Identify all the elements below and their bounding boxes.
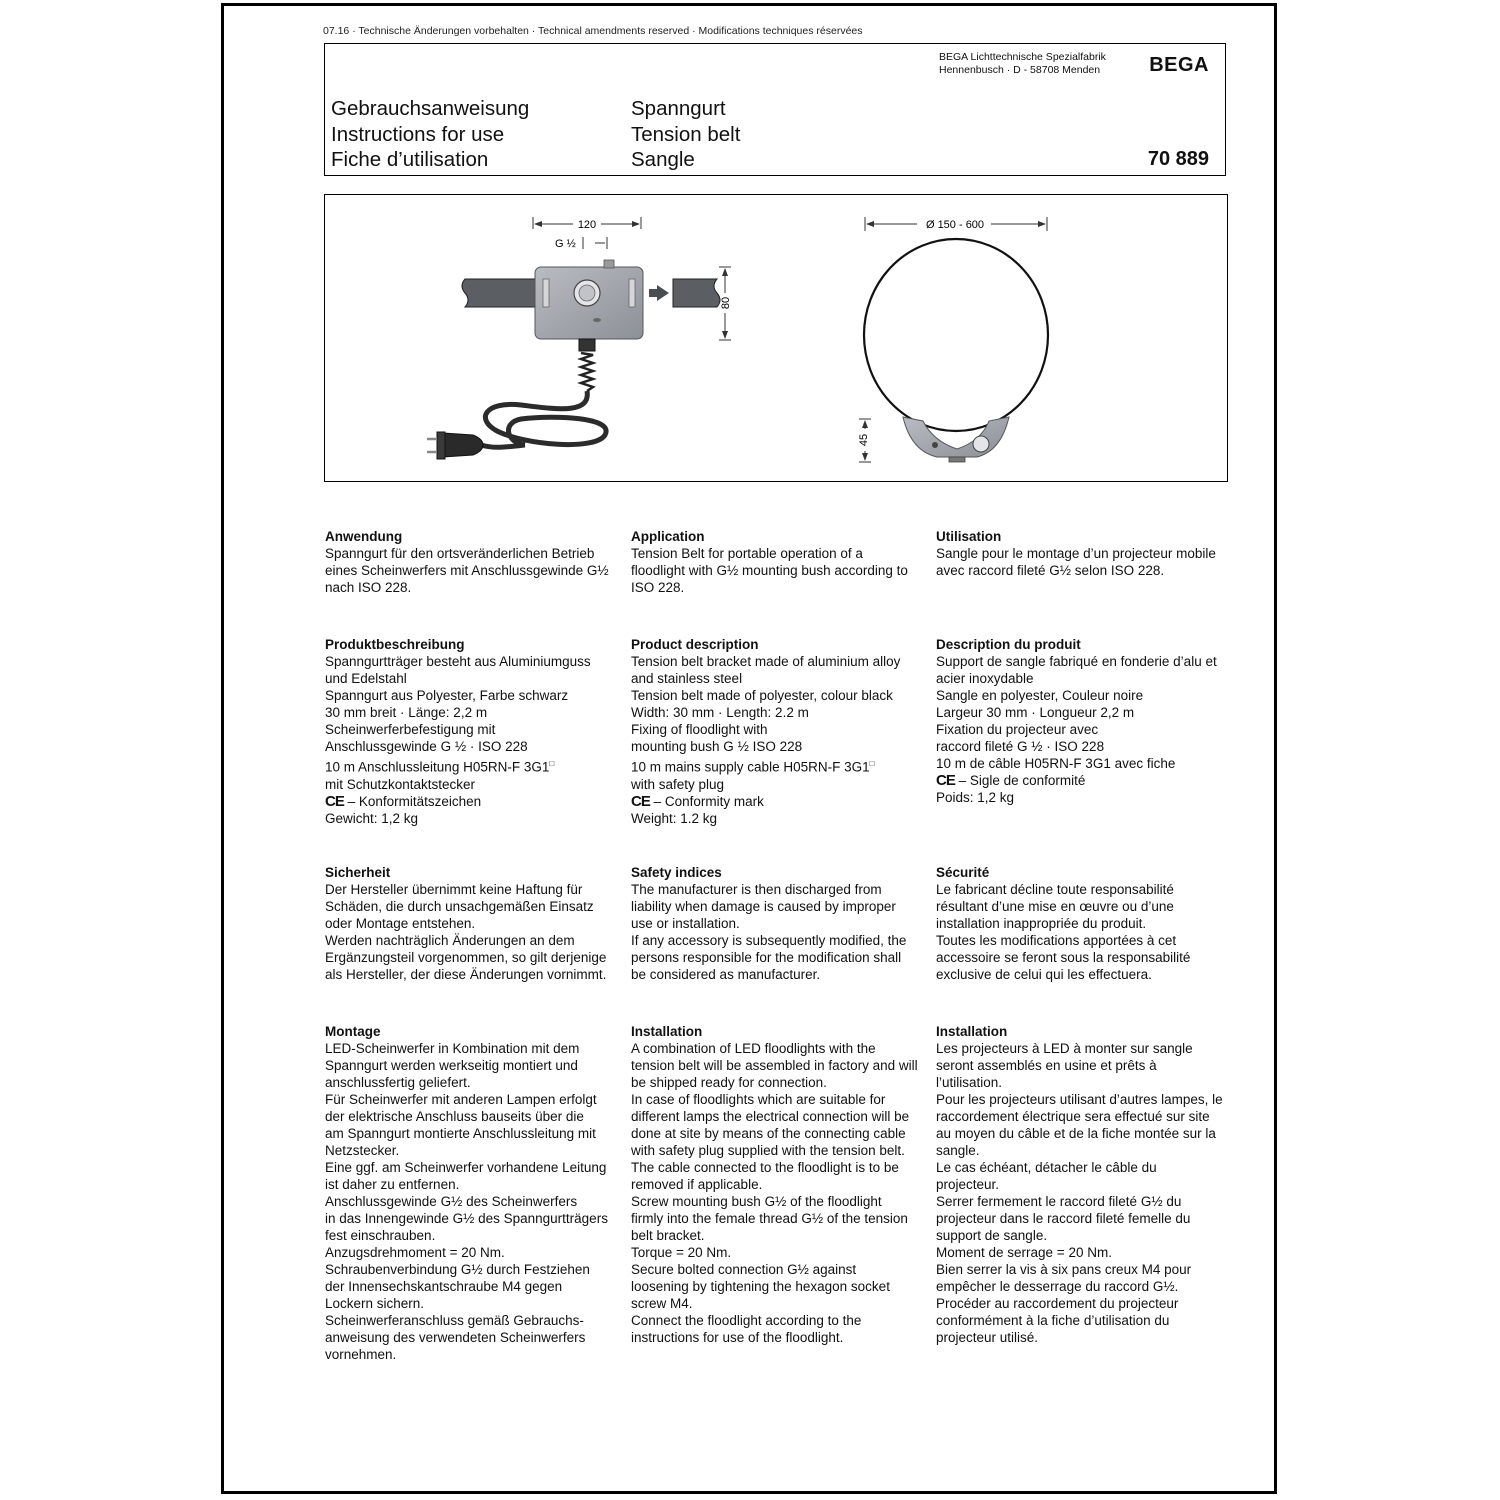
text-line-cable: 10 m Anschlussleitung H05RN-F 3G1□: [325, 759, 555, 775]
text-line: l’utilisation.: [936, 1075, 1003, 1090]
text-line: der elektrische Anschluss bauseits über die: [325, 1109, 584, 1124]
text-line: eines Scheinwerfers mit Anschlussgewinde G½: [325, 563, 609, 578]
text-line: A combination of LED floodlights with the: [631, 1041, 876, 1056]
text-line: Schäden, die durch unsachgemäßen Einsatz: [325, 899, 594, 914]
text-line: 30 mm breit · Länge: 2,2 m: [325, 705, 488, 720]
dimension-height-label: 80: [720, 296, 732, 310]
product-name-en: Tension belt: [631, 122, 741, 146]
dimension-width-label: 120: [577, 219, 597, 231]
text-line: mit Schutzkontaktstecker: [325, 776, 476, 792]
doc-title-de: Gebrauchsanweisung: [331, 97, 530, 120]
text-line: raccordement électrique sera effectué sur site: [936, 1109, 1210, 1124]
text-line: Netzstecker.: [325, 1143, 400, 1158]
text-line-cable: 10 m mains supply cable H05RN-F 3G1□: [631, 759, 875, 775]
heading-product-en: Product description: [631, 637, 759, 652]
text-line: If any accessory is subsequently modified, the: [631, 933, 907, 948]
belt-right: [673, 279, 720, 307]
text-line: Moment de serrage = 20 Nm.: [936, 1245, 1112, 1260]
ce-text: – Conformity mark: [653, 793, 764, 809]
text-line: screw M4.: [631, 1296, 693, 1311]
text-line: Anschlussgewinde G ½ · ISO 228: [325, 739, 528, 754]
dimension-diameter: [865, 217, 1047, 231]
text-line: be considered as manufacturer.: [631, 967, 821, 982]
text-line: with safety plug: [631, 776, 725, 792]
dimension-diameter-label: Ø 150 - 600: [925, 219, 985, 231]
text-line: Width: 30 mm · Length: 2.2 m: [631, 705, 809, 720]
company-address: Hennenbusch · D - 58708 Menden: [939, 64, 1101, 76]
text-line: Connect the floodlight according to the: [631, 1313, 862, 1328]
heading-installation-fr: Installation: [936, 1024, 1008, 1039]
cable-spec: 10 m de câble H05RN-F 3G1 avec fiche: [936, 756, 1176, 771]
doc-title-en: Instructions for use: [331, 122, 505, 146]
text-line: with safety plug supplied with the tension belt.: [631, 1143, 905, 1158]
weight-text: Poids: 1,2 kg: [936, 790, 1015, 805]
dimension-height: [719, 267, 732, 340]
heading-installation-en: Installation: [631, 1024, 703, 1039]
text-line: Spanngurtträger besteht aus Aluminiumguss: [325, 654, 591, 669]
text-line: be shipped ready for connection.: [631, 1075, 827, 1090]
text-line: done at site by means of the connecting cable: [631, 1126, 906, 1141]
bracket-side: [903, 417, 1009, 462]
text-line: Scheinwerferanschluss gemäß Gebrauchs-: [325, 1313, 584, 1328]
text-line: anschlussfertig geliefert.: [325, 1075, 471, 1090]
text-line: Pour les projecteurs utilisant d’autres lampes, le: [936, 1092, 1223, 1107]
dimension-thread: [555, 237, 607, 250]
text-line: instructions for use of the floodlight.: [631, 1330, 844, 1345]
drawing-svg: [325, 195, 1229, 483]
text-line: support de sangle.: [936, 1228, 1048, 1243]
section-application-en: [631, 528, 926, 596]
section-safety-en: [631, 864, 926, 983]
section-installation-en: [631, 1023, 926, 1346]
belt-loop: [864, 239, 1048, 431]
text-line: liability when damage is caused by improper: [631, 899, 896, 914]
text-line: der Innensechskantschraube M4 gegen: [325, 1279, 563, 1294]
weight-text: Weight: 1.2 kg: [631, 810, 718, 826]
section-application-fr: [936, 528, 1231, 579]
text-line: Tension Belt for portable operation of a: [631, 546, 863, 561]
dimension-bracket-label: 45: [858, 433, 870, 447]
text-line: Largeur 30 mm · Longueur 2,2 m: [936, 705, 1135, 720]
product-name: [631, 96, 740, 173]
ce-mark-icon: CE: [325, 792, 344, 810]
heading-application-fr: Utilisation: [936, 529, 1002, 544]
text-line: résultant d’une mise en œuvre ou d’une: [936, 899, 1174, 914]
text-line: Für Scheinwerfer mit anderen Lampen erfolgt: [325, 1092, 597, 1107]
ce-mark-icon: CE: [631, 792, 650, 810]
text-line: ist daher zu entfernen.: [325, 1177, 460, 1192]
text-line: Scheinwerferbefestigung mit: [325, 722, 496, 737]
heading-product-fr: Description du produit: [936, 637, 1081, 652]
power-cable: [481, 391, 606, 447]
company-name: BEGA Lichttechnische Spezialfabrik: [939, 51, 1106, 63]
text-line: Anzugsdrehmoment = 20 Nm.: [325, 1245, 505, 1260]
cable-spec: 10 m Anschlussleitung H05RN-F 3G1: [325, 759, 550, 775]
ce-line: [631, 793, 926, 810]
text-line: acier inoxydable: [936, 671, 1034, 686]
section-safety-de: [325, 864, 620, 983]
text-line: Der Hersteller übernimmt keine Haftung für: [325, 882, 583, 897]
text-line: Bien serrer la vis à six pans creux M4 pour: [936, 1262, 1192, 1277]
cable-spec: 10 m mains supply cable H05RN-F 3G1: [631, 759, 870, 775]
text-line: tension belt will be assembled in factory and will: [631, 1058, 918, 1073]
text-line: Sangle en polyester, Couleur noire: [936, 688, 1144, 703]
heading-safety-fr: Sécurité: [936, 865, 990, 880]
text-line: Secure bolted connection G½ against: [631, 1262, 857, 1277]
text-line: Werden nachträglich Änderungen an dem: [325, 933, 575, 948]
text-line: Schraubenverbindung G½ durch Festziehen: [325, 1262, 590, 1277]
text-line: accessoire se feront sous la responsabilité: [936, 950, 1191, 965]
text-line: removed if applicable.: [631, 1177, 763, 1192]
ce-line: [936, 772, 1231, 789]
text-line: Le fabricant décline toute responsabilité: [936, 882, 1174, 897]
text-line: Ergänzungsteil vorgenommen, so gilt derjenige: [325, 950, 607, 965]
text-line: Tension belt bracket made of aluminium alloy: [631, 654, 901, 669]
ce-mark-icon: CE: [936, 772, 955, 789]
text-line: Support de sangle fabriqué en fonderie d’alu et: [936, 654, 1217, 669]
dimension-bracket: [858, 419, 871, 462]
text-line: loosening by tightening the hexagon socket: [631, 1279, 890, 1294]
text-line: In case of floodlights which are suitable for: [631, 1092, 886, 1107]
text-line: projecteur utilisé.: [936, 1330, 1039, 1345]
text-line: vornehmen.: [325, 1347, 397, 1362]
text-line: anweisung des verwendeten Scheinwerfers: [325, 1330, 586, 1345]
text-line: Toutes les modifications apportées à cet: [936, 933, 1177, 948]
text-line: Anschlussgewinde G½ des Scheinwerfers: [325, 1194, 578, 1209]
product-name-fr: Sangle: [631, 148, 695, 171]
section-product-fr: [936, 636, 1231, 806]
text-line: use or installation.: [631, 916, 740, 931]
heading-product-de: Produktbeschreibung: [325, 637, 465, 652]
text-line: raccord fileté G ½ · ISO 228: [936, 739, 1105, 754]
text-line: Screw mounting bush G½ of the floodlight: [631, 1194, 882, 1209]
text-line: The cable connected to the floodlight is to be: [631, 1160, 899, 1175]
text-line: Lockern sichern.: [325, 1296, 425, 1311]
text-line: Spanngurt für den ortsveränderlichen Betrieb: [325, 546, 595, 561]
section-installation-fr: [936, 1023, 1231, 1346]
text-line: Spanngurt aus Polyester, Farbe schwarz: [325, 688, 569, 703]
text-line: The manufacturer is then discharged from: [631, 882, 882, 897]
text-line: projecteur.: [936, 1177, 1000, 1192]
heading-safety-de: Sicherheit: [325, 865, 391, 880]
text-line: Fixation du projecteur avec: [936, 722, 1099, 737]
schuko-plug: [427, 432, 483, 459]
article-number: 70 889: [1147, 148, 1209, 170]
text-line: au moyen du câble et de la fiche montée sur la: [936, 1126, 1216, 1141]
text-line: and stainless steel: [631, 671, 743, 686]
text-line: sangle.: [936, 1143, 980, 1158]
doc-title-fr: Fiche d’utilisation: [331, 148, 489, 171]
company-info: [939, 51, 1106, 77]
text-line: mounting bush G ½ ISO 228: [631, 739, 803, 754]
text-line: Fixing of floodlight with: [631, 722, 768, 737]
bracket-body: [535, 260, 643, 339]
text-line: different lamps the electrical connection will be: [631, 1109, 910, 1124]
ce-text: – Konformitätszeichen: [347, 793, 482, 809]
product-name-de: Spanngurt: [631, 97, 726, 120]
text-line: Torque = 20 Nm.: [631, 1245, 732, 1260]
dimension-width: [533, 217, 641, 231]
text-line: exclusive de celui qui les effectuera.: [936, 967, 1152, 982]
text-line: LED-Scheinwerfer in Kombination mit dem: [325, 1041, 580, 1056]
text-line: conformément à la fiche d’utilisation du: [936, 1313, 1170, 1328]
text-line: Le cas échéant, détacher le câble du: [936, 1160, 1157, 1175]
text-line: Serrer fermement le raccord fileté G½ du: [936, 1194, 1182, 1209]
text-line: Sangle pour le montage d’un projecteur mobile: [936, 546, 1216, 561]
text-line: persons responsible for the modification shall: [631, 950, 902, 965]
text-line: empêcher le desserrage du raccord G½.: [936, 1279, 1179, 1294]
revision-note: 07.16 · Technische Änderungen vorbehalten · Technical amendments reserved · Modifications techniques réservées: [323, 25, 863, 37]
text-line: projecteur dans le raccord fileté femelle du: [936, 1211, 1191, 1226]
section-installation-de: [325, 1023, 620, 1363]
text-line: installation inappropriée du produit.: [936, 916, 1147, 931]
text-line: Eine ggf. am Scheinwerfer vorhandene Leitung: [325, 1160, 607, 1175]
heading-application-en: Application: [631, 529, 705, 544]
document-type: [331, 96, 529, 173]
brand-logo: BEGA: [1149, 54, 1209, 76]
weight-text: Gewicht: 1,2 kg: [325, 810, 419, 826]
heading-safety-en: Safety indices: [631, 865, 722, 880]
text-line: am Spanngurt montierte Anschlussleitung mit: [325, 1126, 596, 1141]
section-application-de: [325, 528, 620, 596]
text-line: fest einschrauben.: [325, 1228, 436, 1243]
section-safety-fr: [936, 864, 1231, 983]
text-line: in das Innengewinde G½ des Spanngurtträgers: [325, 1211, 608, 1226]
heading-application-de: Anwendung: [325, 529, 403, 544]
insert-arrow: [649, 285, 669, 301]
belt-left: [462, 279, 543, 307]
section-product-de: [325, 636, 620, 827]
text-line: seront assemblés en usine et prêts à: [936, 1058, 1157, 1073]
text-line: Tension belt made of polyester, colour black: [631, 688, 893, 703]
text-line: belt bracket.: [631, 1228, 705, 1243]
text-line: ISO 228.: [631, 580, 685, 595]
cable-gland: [579, 339, 595, 391]
dimension-thread-label: G ½: [555, 238, 576, 250]
text-line: Procéder au raccordement du projecteur: [936, 1296, 1179, 1311]
text-line: Spanngurt werden werkseitig montiert und: [325, 1058, 578, 1073]
ce-line: [325, 793, 620, 810]
section-product-en: [631, 636, 926, 827]
header-box: [324, 43, 1226, 176]
text-line: firmly into the female thread G½ of the tension: [631, 1211, 908, 1226]
heading-installation-de: Montage: [325, 1024, 381, 1039]
product-drawing: [324, 194, 1228, 482]
text-line: nach ISO 228.: [325, 580, 412, 595]
ce-text: – Sigle de conformité: [958, 773, 1086, 788]
text-line: und Edelstahl: [325, 671, 407, 686]
text-line: avec raccord fileté G½ selon ISO 228.: [936, 563, 1165, 578]
text-line: oder Montage entstehen.: [325, 916, 476, 931]
text-line: als Hersteller, der diese Änderungen vornimmt.: [325, 967, 607, 982]
text-line: Les projecteurs à LED à monter sur sangle: [936, 1041, 1193, 1056]
text-line: floodlight with G½ mounting bush according to: [631, 563, 908, 578]
